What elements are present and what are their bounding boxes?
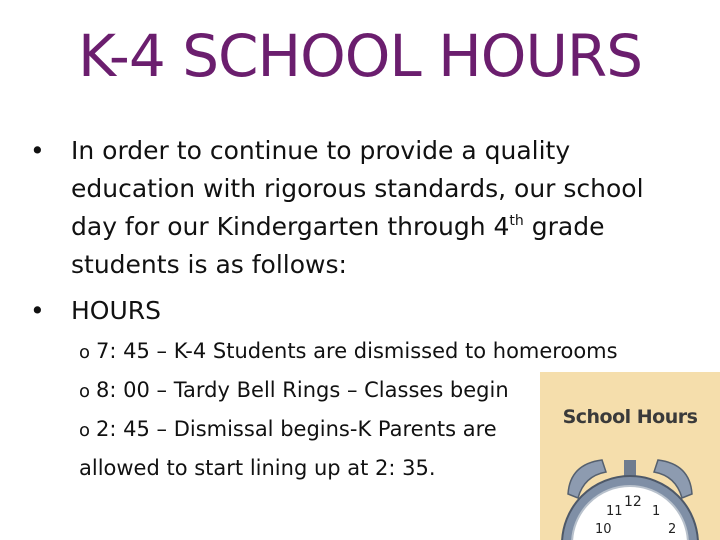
intro-line-2: education with rigorous standards, our school [71, 174, 644, 203]
bullet-marker: • [30, 136, 45, 165]
hours-item [79, 336, 618, 368]
intro-text [71, 132, 686, 284]
intro-line-3 [71, 208, 686, 246]
ordinal-suffix: th [509, 213, 524, 229]
clock-number: 12 [624, 494, 642, 510]
hours-item-continued: allowed to start lining up at 2: 35. [79, 456, 436, 480]
clock-number: 10 [595, 522, 612, 537]
hours-item-text: 8: 00 – Tardy Bell Rings – Classes begin [96, 378, 509, 402]
bullet-marker: • [30, 296, 45, 325]
alarm-clock-icon [540, 372, 720, 540]
clock-number: 11 [606, 504, 623, 519]
hours-item-text: 2: 45 – Dismissal begins-K Parents are [96, 417, 497, 441]
intro-line-4: students is as follows: [71, 250, 347, 279]
intro-line-1: In order to continue to provide a quality [71, 136, 571, 165]
clock-number: 1 [652, 504, 661, 519]
intro-line-3-end: grade [523, 212, 605, 241]
hours-item-text: 7: 45 – K-4 Students are dismissed to homerooms [96, 339, 618, 363]
clock-number: 2 [668, 522, 677, 537]
hours-item [79, 414, 497, 446]
school-hours-clock-image [540, 372, 720, 540]
hours-heading: HOURS [71, 296, 162, 325]
sub-bullet-marker: o [79, 381, 91, 402]
intro-line-3-text: day for our Kindergarten through 4 [71, 212, 510, 241]
sub-bullet-marker: o [79, 420, 91, 441]
clock-top-knob [624, 460, 636, 476]
page-title: K-4 SCHOOL HOURS [77, 22, 643, 90]
picture-label: School Hours [562, 406, 698, 428]
sub-bullet-marker: o [79, 342, 91, 363]
hours-item [79, 375, 509, 407]
